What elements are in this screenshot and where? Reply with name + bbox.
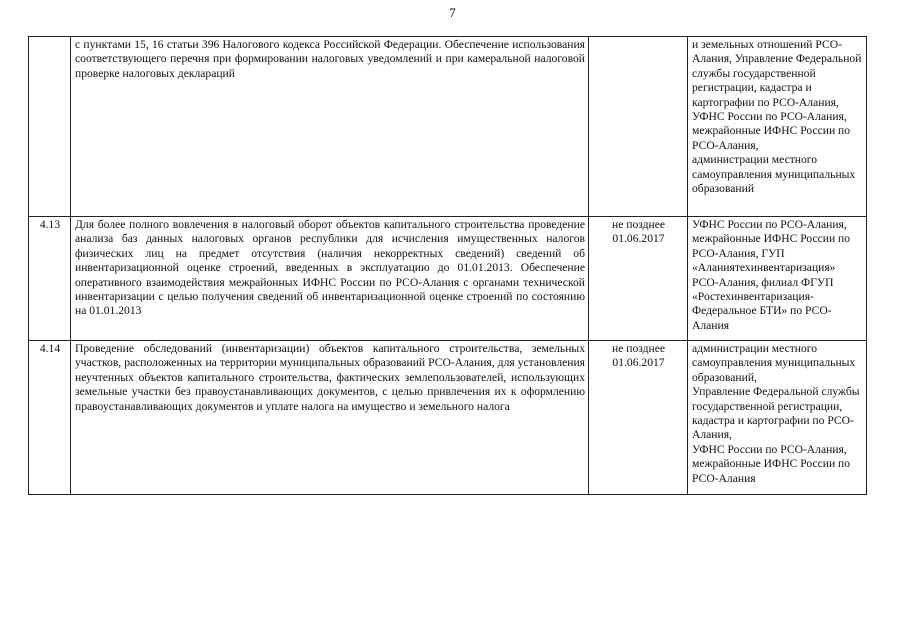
responsible-line: УФНС России по РСО-Алания, межрайонные ИФНС России по РСО-Алания [692, 442, 851, 485]
row-responsible [688, 341, 867, 495]
page-number: 7 [449, 5, 456, 20]
row-number: 4.14 [29, 341, 71, 495]
row-description: Для более полного вовлечения в налоговый оборот объектов капитального строительства проведение анализа баз данных налоговых органов республики для исчисления имущественных налогов физических лиц на предмет отсутствия (наличия некорректных сведений) сведений об инвентаризационной оценке строений, введенных в эксплуатацию до 01.01.2013. Обеспечение оперативного взаимодействия межрайонных ИФНС России по РСО-Алания с органами технической инвентаризации с целью получения сведений об инвентаризационной оценке строений по состоянию на 01.01.2013 [71, 217, 589, 341]
row-description: с пунктами 15, 16 статьи 396 Налогового кодекса Российской Федерации. Обеспечение использования соответствующего перечня при формировании налоговых уведомлений и при камеральной налоговой проверке налоговых деклараций [71, 37, 589, 217]
responsible-line: и земельных отношений РСО-Алания, Управление Федеральной службы государственной регистрации, кадастра и картографии по РСО-Алания, [692, 38, 862, 109]
table-row [29, 37, 867, 217]
table-row [29, 217, 867, 341]
responsible-line: администрации местного самоуправления муниципальных образований [692, 153, 856, 196]
row-number: 4.13 [29, 217, 71, 341]
table-row [29, 341, 867, 495]
row-responsible [688, 217, 867, 341]
responsible-line: УФНС России по РСО-Алания, межрайонные ИФНС России по РСО-Алания, [692, 110, 851, 152]
responsible-line: администрации местного самоуправления муниципальных образований, [692, 342, 856, 384]
measures-table [28, 36, 867, 495]
row-responsible [688, 37, 867, 217]
row-description: Проведение обследований (инвентаризации) объектов капитального строительства, земельных участков, расположенных на территории муниципальных образований РСО-Алания, для установления неучтенных объектов капитального строительства, фактических землепользователей, использующих земельные участки без правоустанавливающих документов, с целью привлечения их к оформлению правоустанавливающих документов и уплате налога на имущество и земельного налога [71, 341, 589, 495]
responsible-line: УФНС России по РСО-Алания, межрайонные ИФНС России по РСО-Алания, ГУП «Аланиятехинвентаризация» РСО-Алания, филиал ФГУП «Ростехинвентаризация-Федеральное БТИ» по РСО-Алания [692, 218, 851, 332]
row-deadline [589, 37, 688, 217]
responsible-line: Управление Федеральной службы государственной регистрации, кадастра и картографии по РСО-Алания, [692, 385, 860, 442]
row-deadline: не позднее 01.06.2017 [589, 341, 688, 495]
row-deadline: не позднее 01.06.2017 [589, 217, 688, 341]
row-number [29, 37, 71, 217]
